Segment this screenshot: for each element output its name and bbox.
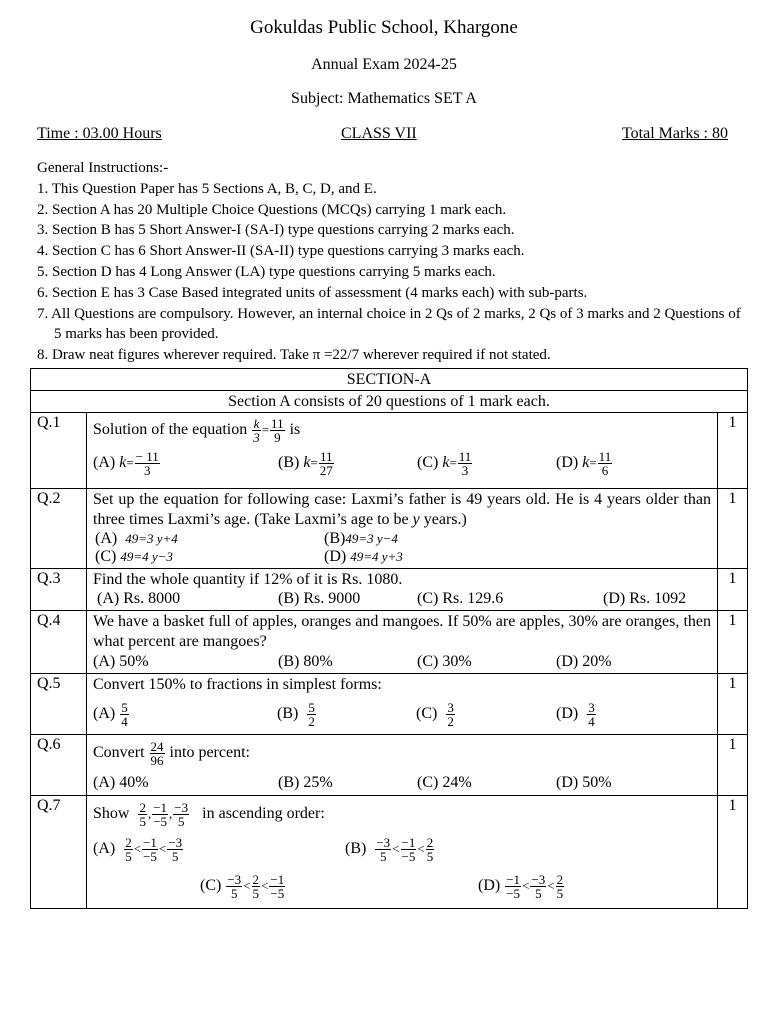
question-body: Show $\frac{2}{5}$ , $\frac{-1}{-5}$ , $\frac{-3}{5}$ in ascending order: (A) $\frac{2}{5}$ < $\frac{-1}{-5}$ < $\frac{-3}{5}$ (B) $\frac{-3}{5}$ < $\frac{-1}{-5}$ < $\frac{2}{5}$ (C) $\frac{-3}{5}$ < $\frac{2}{5}$ < $\frac{-1}{-5}$ (D) $\frac{-1}{-5}$ < $\frac{-3}{5}$ < $\frac{2}{5}$	[87, 796, 718, 909]
general-instructions	[37, 158, 741, 366]
question-number: Q.1	[31, 413, 87, 489]
option-c: (C) 49=4 y−3	[95, 548, 173, 565]
subject-title: Subject: Mathematics SET A	[291, 90, 477, 107]
question-mark: 1	[718, 674, 748, 735]
question-text: is	[289, 421, 301, 438]
question-number: Q.4	[31, 611, 87, 674]
section-title: SECTION-A	[31, 369, 748, 391]
option-c: (C) Rs. 129.6	[417, 590, 504, 607]
time-label: Time : 03.00 Hours	[37, 125, 162, 142]
question-body: Set up the equation for following case: Laxmi’s father is 49 years old. He is 4 years older than three times Laxmi’s age. (Take Laxmi’s age to be y years.) (A) 49=3 y+4 (B)49=3 y−4 (C) 49=4 y−3 (D) 49=4 y+3	[87, 489, 718, 569]
question-table	[30, 368, 748, 909]
question-mark: 1	[718, 611, 748, 674]
option-d: (D) 20%	[556, 653, 612, 670]
question-row	[31, 413, 748, 489]
options-row	[93, 652, 711, 671]
option-b: (B) $\frac{-3}{5}$ < $\frac{-1}{-5}$ < $\frac{2}{5}$	[345, 834, 434, 864]
instruction-item: 5. Section D has 4 Long Answer (LA) type questions carrying 5 marks each.	[37, 263, 496, 280]
question-text: Set up the equation for following case: Laxmi’s father is 49 years old. He is 4 years older than three times Laxmi’s age. (Take Laxmi’s age to be	[93, 491, 711, 528]
option-a: (A) Rs. 8000	[97, 590, 181, 607]
option-d: (D) $\frac{-1}{-5}$ < $\frac{-3}{5}$ < $\frac{2}{5}$	[478, 871, 564, 901]
question-text: Convert	[93, 744, 145, 761]
question-text: Find the whole quantity if 12% of it is Rs. 1080.	[93, 571, 403, 588]
question-body	[87, 611, 718, 674]
option-d: (D) 50%	[556, 774, 612, 791]
fraction: $\frac{2}{5}$	[139, 799, 146, 829]
option-a: (A) k= $\frac{- 11}{3}$	[93, 449, 159, 478]
options-row	[93, 548, 711, 566]
question-mark: 1	[718, 413, 748, 489]
instruction-item: 8. Draw neat figures wherever required. Take π =22/7 wherever required if not stated.	[37, 347, 551, 364]
options-row	[93, 530, 711, 548]
option-b: (B)49=3 y−4	[324, 530, 398, 547]
option-a: (A) 40%	[93, 774, 149, 791]
question-row	[31, 674, 748, 735]
question-text: Show	[93, 805, 130, 822]
fraction: $\frac{-1}{-5}$	[153, 799, 168, 829]
question-body	[87, 735, 718, 796]
instruction-item: 4. Section C has 6 Short Answer-II (SA-II) type questions carrying 3 marks each.	[37, 243, 525, 260]
question-row	[31, 489, 748, 569]
question-body	[87, 674, 718, 735]
instruction-item: 3. Section B has 5 Short Answer-I (SA-I) type questions carrying 2 marks each.	[37, 222, 515, 239]
question-mark: 1	[718, 796, 748, 909]
option-c: (C) $\frac{-3}{5}$ < $\frac{2}{5}$ < $\frac{-1}{-5}$	[200, 871, 285, 901]
instructions-title: General Instructions:-	[37, 160, 169, 176]
fraction: $\frac{-3}{5}$	[174, 799, 189, 829]
option-a: (A) $\frac{2}{5}$ < $\frac{-1}{-5}$ < $\frac{-3}{5}$	[93, 834, 183, 864]
fraction: $\frac{11}{9}$	[271, 415, 284, 445]
option-c: (C) k= $\frac{11}{3}$	[417, 449, 472, 478]
option-d: (D) k= $\frac{11}{6}$	[556, 449, 612, 478]
class-label: CLASS VII	[341, 125, 417, 142]
options-row	[93, 450, 711, 484]
question-body	[87, 569, 718, 611]
question-text: in ascending order:	[202, 805, 325, 822]
option-c: (C) 24%	[417, 774, 472, 791]
option-b: (B) 80%	[278, 653, 333, 670]
options-row	[93, 589, 711, 608]
question-row	[31, 796, 748, 909]
question-row	[31, 735, 748, 796]
question-body: Solution of the equation $\frac{k}{3}$ = $\frac{11}{9}$ is (A) k= $\frac{- 11}{3}$ (B) k= $\frac{11}{27}$ (C) k= $\frac{11}{3}$ (D) k= $\frac{11}{6}$	[87, 413, 718, 489]
instruction-item: 7. All Questions are compulsory. However, an internal choice in 2 Qs of 2 marks, 2 Qs of 3 marks and 2 Questions of 5 marks has been provided.	[37, 305, 741, 343]
exam-info-line	[37, 125, 728, 145]
option-a: (A) 50%	[93, 653, 149, 670]
option-b: (B) k= $\frac{11}{27}$	[278, 449, 333, 478]
question-row	[31, 611, 748, 674]
option-c: (C) $\frac{3}{2}$	[416, 699, 454, 729]
option-a: (A) 49=3 y+4	[95, 530, 178, 547]
instruction-item: 2. Section A has 20 Multiple Choice Questions (MCQs) carrying 1 mark each.	[37, 201, 507, 218]
option-d: (D) Rs. 1092	[603, 590, 687, 607]
question-number: Q.6	[31, 735, 87, 796]
option-b: (B) Rs. 9000	[278, 590, 361, 607]
instruction-item: 1. This Question Paper has 5 Sections A, B, C, D, and E.	[37, 180, 377, 197]
option-c: (C) 30%	[417, 653, 472, 670]
question-mark: 1	[718, 489, 748, 569]
question-text: into percent:	[169, 744, 250, 761]
instruction-item: 6. Section E has 3 Case Based integrated units of assessment (4 marks each) with sub-parts.	[37, 284, 588, 301]
question-text: We have a basket full of apples, oranges and mangoes. If 50% are apples, 30% are oranges, then what percent are mangoes?	[93, 613, 711, 650]
question-mark: 1	[718, 735, 748, 796]
options-row	[93, 831, 711, 867]
options-row	[93, 867, 711, 905]
fraction: $\frac{k}{3}$	[253, 415, 260, 445]
fraction: $\frac{24}{96}$	[150, 738, 164, 768]
question-number: Q.7	[31, 796, 87, 909]
option-b: (B) 25%	[278, 774, 333, 791]
option-a: (A) $\frac{5}{4}$	[93, 699, 128, 729]
option-b: (B) $\frac{5}{2}$	[277, 699, 315, 729]
section-subtitle: Section A consists of 20 questions of 1 mark each.	[31, 391, 748, 413]
question-row	[31, 569, 748, 611]
options-row	[93, 773, 711, 793]
question-number: Q.2	[31, 489, 87, 569]
question-number: Q.5	[31, 674, 87, 735]
option-d: (D) 49=4 y+3	[324, 548, 403, 565]
exam-title: Annual Exam 2024-25	[311, 56, 457, 73]
question-text: Convert 150% to fractions in simplest forms:	[93, 676, 382, 693]
option-d: (D) $\frac{3}{4}$	[556, 699, 595, 729]
question-number: Q.3	[31, 569, 87, 611]
question-mark: 1	[718, 569, 748, 611]
options-row	[93, 696, 711, 732]
question-text: Solution of the equation	[93, 421, 248, 438]
total-marks-label: Total Marks : 80	[622, 125, 728, 142]
school-name: Gokuldas Public School, Khargone	[250, 17, 518, 38]
